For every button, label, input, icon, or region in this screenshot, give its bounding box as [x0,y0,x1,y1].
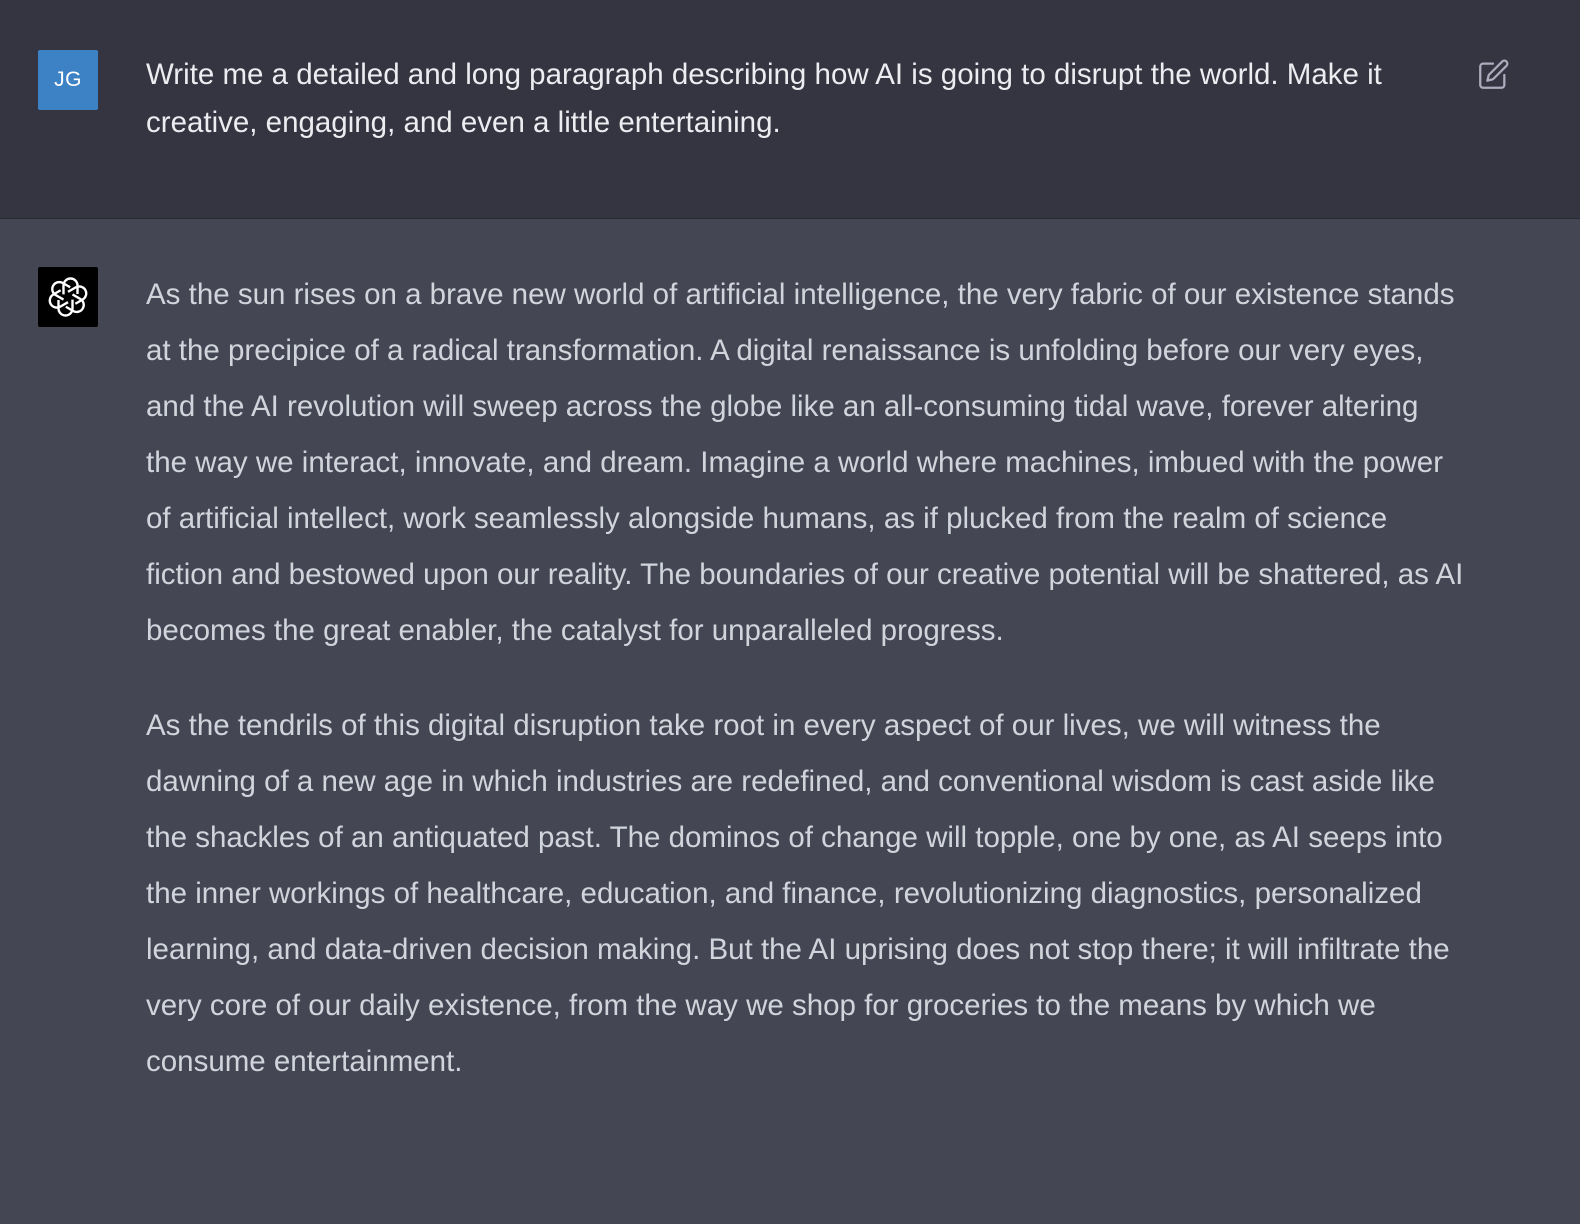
response-paragraph: As the sun rises on a brave new world of artificial intelligence, the very fabric of our existence stands at the precipice of a radical transformation. A digital renaissance is unfolding before our very eyes, and the AI revolution will sweep across the globe like an all-consuming tidal wave, forever altering the way we interact, innovate, and dream. Imagine a world where machines, imbued with the power of artificial intellect, work seamlessly alongside humans, as if plucked from the realm of science fiction and bestowed upon our reality. The boundaries of our creative potential will be shattered, as AI becomes the great enabler, the catalyst for unparalleled progress. [146,278,1464,647]
edit-icon[interactable] [1476,58,1510,92]
user-message-row [0,0,1580,219]
assistant-response [146,267,1466,1129]
user-avatar [38,50,98,110]
user-prompt-text: Write me a detailed and long paragraph describing how AI is going to disrupt the world. Make it creative, engaging, and even a little entertaining. [146,58,1382,139]
user-avatar-initials: JG [54,68,82,91]
openai-logo-icon [38,267,98,327]
assistant-message-row [0,219,1580,1224]
response-paragraph: As the tendrils of this digital disruption take root in every aspect of our lives, we will witness the dawning of a new age in which industries are redefined, and conventional wisdom is cast aside like the shackles of an antiquated past. The dominos of change will topple, one by one, as AI seeps into the inner workings of healthcare, education, and finance, revolutionizing diagnostics, personalized learning, and data-driven decision making. But the AI uprising does not stop there; it will infiltrate the very core of our daily existence, from the way we shop for groceries to the means by which we consume entertainment. [146,709,1450,1078]
